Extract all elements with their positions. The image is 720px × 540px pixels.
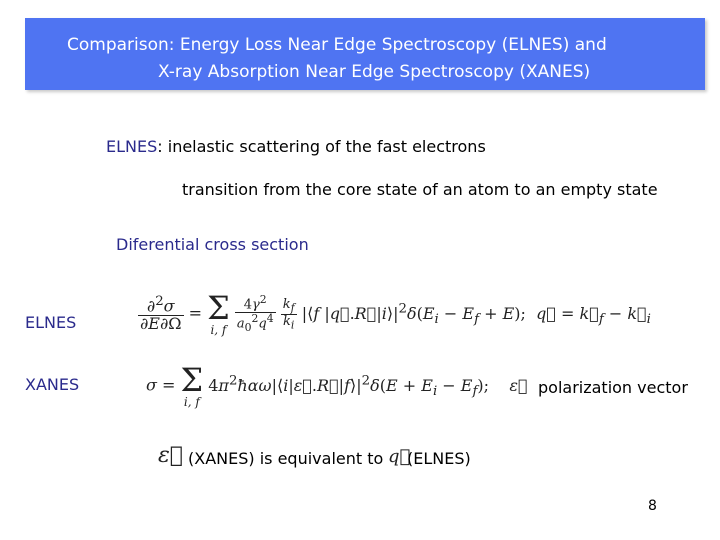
transition-text: transition from the core state of an atom to an empty state: [182, 180, 658, 199]
elnes-row-label: ELNES: [25, 313, 77, 332]
title-line-2: X-ray Absorption Near Edge Spectroscopy (XANES): [158, 62, 591, 82]
xanes-row-label: XANES: [25, 375, 80, 394]
elnes-definition-text: : inelastic scattering of the fast electrons: [157, 137, 486, 156]
polarization-label: polarization vector: [538, 378, 688, 397]
elnes-fraction-lhs: $\frac{\partial^2\sigma}{\partial E\partial\Omega}$: [140, 294, 182, 334]
title-line-1: Comparison: Energy Loss Near Edge Spectroscopy (ELNES) and: [67, 35, 607, 55]
page-number: 8: [648, 498, 657, 514]
xanes-formula: σ = Σ i, f $4\pi^2ħ\alpha\omega|⟨i|\varepsilon⃗.R⃗|f⟩|^2\delta(E + E_i - E_f)$; ε⃗: [146, 361, 528, 409]
elnes-formula: $\frac{\partial^2\sigma}{\partial E\partial\Omega}$ = Σ i, f $\frac{4\gamma^2}{a_0^2q^4}$ $\frac{k_f}{k_i}$ |⟨f $|q⃗.R⃗|i⟩|^2\delta(E_i - E_f + E)$; q⃗ = $k⃗_f$ − $k⃗_i$: [140, 289, 651, 337]
equivalence-middle: (XANES) is equivalent to: [188, 449, 384, 468]
xanes-sum: Σ i, f: [180, 361, 204, 409]
q-vector-symbol: q⃗: [388, 446, 411, 467]
elnes-k-ratio: $\frac{k_f}{k_i}$: [282, 296, 295, 332]
elnes-term: ELNES: [106, 137, 158, 156]
equivalence-end: (ELNES): [407, 449, 471, 468]
elnes-prefactor: $\frac{4\gamma^2}{a_0^2q^4}$: [236, 293, 274, 335]
elnes-definition: [106, 137, 486, 156]
section-heading: Diferential cross section: [116, 235, 309, 254]
epsilon-symbol: ε⃗: [158, 443, 184, 468]
elnes-sum: Σ i, f: [207, 289, 230, 337]
title-banner: [25, 18, 705, 90]
